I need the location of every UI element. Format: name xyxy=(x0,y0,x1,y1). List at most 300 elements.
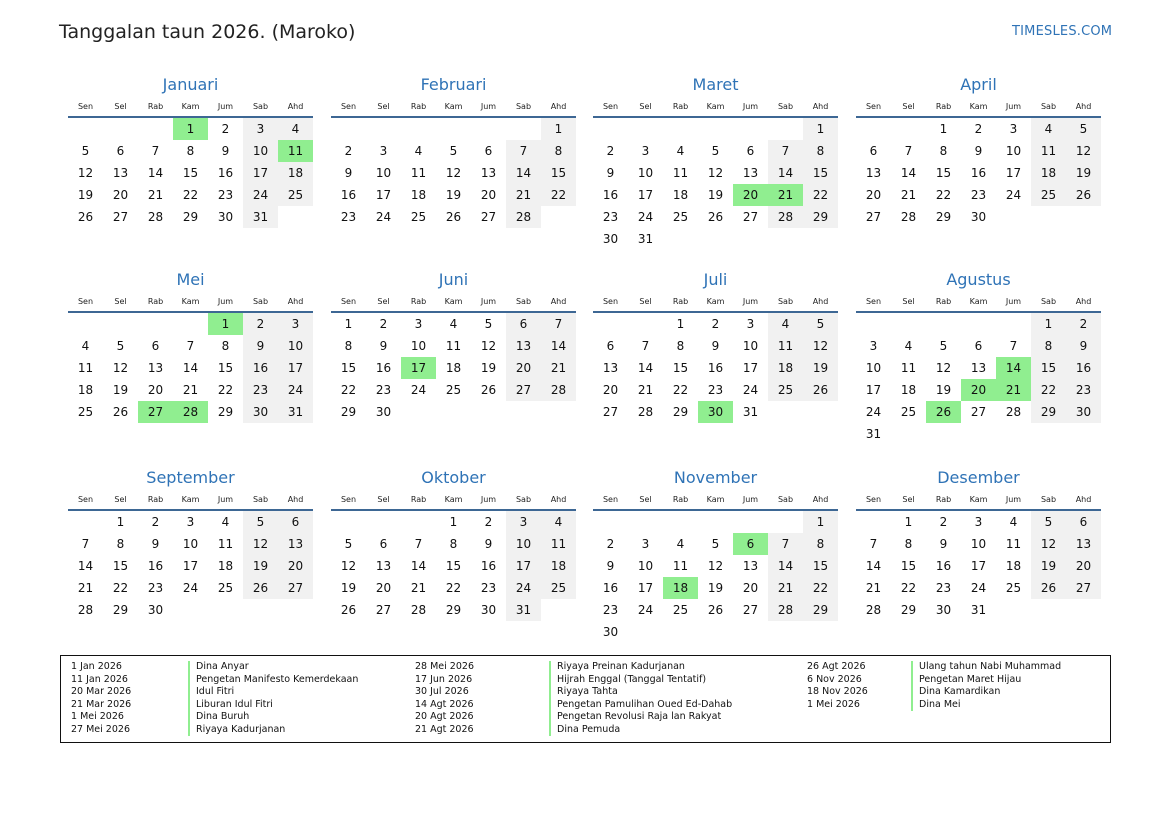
day-cell: 19 xyxy=(707,581,724,595)
day-cell: 6 xyxy=(606,339,615,353)
holiday-day: 28 xyxy=(173,401,208,423)
day-cell: 17 xyxy=(637,188,654,202)
day-cell: 30 xyxy=(602,625,619,639)
weekday-header xyxy=(856,98,1101,118)
empty-cell xyxy=(698,511,733,533)
day-cell: 29 xyxy=(112,603,129,617)
empty-cell xyxy=(366,118,401,140)
holiday-date: 27 Mei 2026 xyxy=(71,723,130,735)
day-grid xyxy=(68,511,313,621)
day-cell: 30 xyxy=(243,401,278,423)
day-cell: 5 xyxy=(939,339,948,353)
day-cell: 27 xyxy=(1066,577,1101,599)
day-cell: 15 xyxy=(803,555,838,577)
month-name: Juni xyxy=(438,270,469,289)
weekday-label: Kam xyxy=(444,102,463,111)
day-cell: 5 xyxy=(1031,511,1066,533)
day-grid xyxy=(331,313,576,423)
holiday-day: 11 xyxy=(278,140,313,162)
empty-cell xyxy=(663,511,698,533)
day-cell: 2 xyxy=(974,122,983,136)
day-cell: 9 xyxy=(939,537,948,551)
day-cell: 25 xyxy=(672,603,689,617)
month-name: Februari xyxy=(420,75,487,94)
weekday-header xyxy=(593,98,838,118)
day-cell: 2 xyxy=(243,313,278,335)
holiday-date: 21 Agt 2026 xyxy=(415,723,474,735)
day-cell: 17 xyxy=(182,559,199,573)
empty-cell xyxy=(593,511,628,533)
day-cell: 13 xyxy=(742,166,759,180)
empty-cell xyxy=(68,511,103,533)
weekday-label: Sab xyxy=(515,102,532,111)
weekday-label: Sel xyxy=(377,102,390,111)
day-cell: 16 xyxy=(602,581,619,595)
day-cell: 20 xyxy=(742,581,759,595)
day-cell: 3 xyxy=(641,144,650,158)
empty-cell xyxy=(331,118,366,140)
day-cell: 24 xyxy=(637,210,654,224)
weekday-label: Ahd xyxy=(287,297,304,306)
day-cell: 5 xyxy=(1066,118,1101,140)
day-cell: 4 xyxy=(449,317,458,331)
day-cell: 9 xyxy=(243,335,278,357)
day-cell: 11 xyxy=(410,166,427,180)
day-cell: 27 xyxy=(742,603,759,617)
day-cell: 2 xyxy=(711,317,720,331)
day-cell: 24 xyxy=(410,383,427,397)
weekday-label: Ahd xyxy=(550,297,567,306)
weekday-label: Sen xyxy=(340,297,357,306)
holiday-date: 30 Jul 2026 xyxy=(415,686,469,697)
day-cell: 6 xyxy=(506,313,541,335)
day-cell: 28 xyxy=(506,206,541,228)
weekday-label: Sen xyxy=(602,297,619,306)
day-cell: 18 xyxy=(217,559,234,573)
day-cell: 1 xyxy=(904,515,913,529)
day-cell: 25 xyxy=(278,184,313,206)
weekday-label: Jum xyxy=(217,102,234,111)
empty-cell xyxy=(103,313,138,335)
day-cell: 5 xyxy=(449,144,458,158)
day-cell: 24 xyxy=(1005,188,1022,202)
day-cell: 26 xyxy=(1066,184,1101,206)
month-name: Januari xyxy=(162,75,219,94)
day-cell: 29 xyxy=(672,405,689,419)
day-cell: 5 xyxy=(116,339,125,353)
holiday-name: Pengetan Maret Hijau xyxy=(911,674,1021,687)
day-cell: 14 xyxy=(768,162,803,184)
day-cell: 7 xyxy=(904,144,913,158)
weekday-label: Rab xyxy=(935,297,952,306)
weekday-label: Jum xyxy=(742,495,759,504)
weekday-header xyxy=(68,98,313,118)
day-cell: 22 xyxy=(217,383,234,397)
day-cell: 28 xyxy=(900,210,917,224)
day-cell: 27 xyxy=(506,379,541,401)
day-cell: 28 xyxy=(768,206,803,228)
day-cell: 21 xyxy=(410,581,427,595)
day-cell: 29 xyxy=(803,599,838,621)
day-cell: 30 xyxy=(935,603,952,617)
weekday-label: Ahd xyxy=(812,297,829,306)
day-cell: 28 xyxy=(410,603,427,617)
holiday-day: 1 xyxy=(208,313,243,335)
weekday-label: Sab xyxy=(1040,495,1057,504)
day-cell: 26 xyxy=(243,577,278,599)
day-cell: 6 xyxy=(379,537,388,551)
day-cell: 14 xyxy=(768,555,803,577)
month-name: Agustus xyxy=(946,270,1011,289)
day-cell: 12 xyxy=(77,166,94,180)
weekday-label: Ahd xyxy=(812,102,829,111)
day-cell: 2 xyxy=(939,515,948,529)
day-cell: 24 xyxy=(278,379,313,401)
weekday-label: Kam xyxy=(706,495,725,504)
empty-cell xyxy=(856,118,891,140)
day-cell: 18 xyxy=(77,383,94,397)
weekday-label: Rab xyxy=(935,102,952,111)
day-cell: 14 xyxy=(637,361,654,375)
day-cell: 13 xyxy=(480,166,497,180)
day-cell: 23 xyxy=(707,383,724,397)
day-cell: 20 xyxy=(506,357,541,379)
day-cell: 27 xyxy=(970,405,987,419)
day-cell: 20 xyxy=(865,188,882,202)
weekday-header xyxy=(331,98,576,118)
day-cell: 26 xyxy=(1031,577,1066,599)
day-cell: 31 xyxy=(865,427,882,441)
empty-cell xyxy=(628,511,663,533)
day-cell: 28 xyxy=(865,603,882,617)
day-cell: 20 xyxy=(112,188,129,202)
day-cell: 1 xyxy=(116,515,125,529)
day-cell: 24 xyxy=(637,603,654,617)
day-cell: 17 xyxy=(1005,166,1022,180)
day-cell: 19 xyxy=(480,361,497,375)
day-cell: 9 xyxy=(606,166,615,180)
day-cell: 4 xyxy=(541,511,576,533)
weekday-label: Ahd xyxy=(1075,102,1092,111)
holiday-date: 18 Nov 2026 xyxy=(807,686,868,697)
day-cell: 1 xyxy=(803,118,838,140)
weekday-label: Sel xyxy=(114,102,127,111)
day-cell: 25 xyxy=(1005,581,1022,595)
day-cell: 8 xyxy=(1031,335,1066,357)
day-cell: 26 xyxy=(707,210,724,224)
day-cell: 27 xyxy=(112,210,129,224)
day-cell: 21 xyxy=(900,188,917,202)
day-cell: 1 xyxy=(939,122,948,136)
day-cell: 4 xyxy=(768,313,803,335)
empty-cell xyxy=(768,511,803,533)
day-cell: 8 xyxy=(449,537,458,551)
day-cell: 10 xyxy=(506,533,541,555)
weekday-label: Kam xyxy=(444,297,463,306)
day-cell: 16 xyxy=(340,188,357,202)
day-grid xyxy=(68,313,313,423)
day-cell: 3 xyxy=(186,515,195,529)
month-september xyxy=(68,465,313,621)
month-juni xyxy=(331,267,576,423)
day-cell: 12 xyxy=(340,559,357,573)
month-mei xyxy=(68,267,313,423)
holiday-day: 30 xyxy=(698,401,733,423)
empty-cell xyxy=(926,313,961,335)
month-name: Desember xyxy=(937,468,1020,487)
day-cell: 9 xyxy=(151,537,160,551)
day-cell: 22 xyxy=(541,184,576,206)
day-cell: 15 xyxy=(217,361,234,375)
holiday-date: 26 Agt 2026 xyxy=(807,661,866,672)
day-cell: 14 xyxy=(865,559,882,573)
holiday-name: Riyaya Tahta xyxy=(549,686,618,699)
month-agustus xyxy=(856,267,1101,445)
day-cell: 18 xyxy=(541,555,576,577)
day-cell: 7 xyxy=(1009,339,1018,353)
day-cell: 31 xyxy=(278,401,313,423)
page-title: Tanggalan taun 2026. (Maroko) xyxy=(59,21,356,43)
weekday-label: Jum xyxy=(1005,297,1022,306)
day-cell: 3 xyxy=(746,317,755,331)
holiday-day: 14 xyxy=(996,357,1031,379)
day-cell: 3 xyxy=(379,144,388,158)
weekday-label: Rab xyxy=(147,102,164,111)
day-cell: 23 xyxy=(375,383,392,397)
day-cell: 19 xyxy=(803,357,838,379)
day-cell: 12 xyxy=(707,559,724,573)
day-cell: 5 xyxy=(711,144,720,158)
empty-cell xyxy=(891,313,926,335)
day-cell: 2 xyxy=(221,122,230,136)
day-cell: 20 xyxy=(1066,555,1101,577)
day-cell: 1 xyxy=(344,317,353,331)
day-cell: 18 xyxy=(410,188,427,202)
day-cell: 28 xyxy=(637,405,654,419)
day-cell: 15 xyxy=(935,166,952,180)
day-cell: 24 xyxy=(375,210,392,224)
day-cell: 25 xyxy=(217,581,234,595)
day-cell: 7 xyxy=(641,339,650,353)
day-cell: 7 xyxy=(414,537,423,551)
day-cell: 25 xyxy=(1031,184,1066,206)
day-cell: 9 xyxy=(484,537,493,551)
weekday-label: Ahd xyxy=(1075,297,1092,306)
weekday-label: Rab xyxy=(935,495,952,504)
day-cell: 29 xyxy=(935,210,952,224)
weekday-label: Kam xyxy=(181,495,200,504)
day-cell: 28 xyxy=(1005,405,1022,419)
day-cell: 29 xyxy=(803,206,838,228)
holiday-list xyxy=(60,655,1111,743)
day-cell: 25 xyxy=(410,210,427,224)
day-cell: 21 xyxy=(865,581,882,595)
weekday-label: Rab xyxy=(410,102,427,111)
day-cell: 20 xyxy=(480,188,497,202)
day-cell: 13 xyxy=(506,335,541,357)
weekday-label: Sen xyxy=(340,102,357,111)
weekday-label: Sab xyxy=(252,102,269,111)
day-cell: 26 xyxy=(707,603,724,617)
day-cell: 30 xyxy=(970,210,987,224)
day-cell: 28 xyxy=(768,599,803,621)
holiday-name: Riyaya Kadurjanan xyxy=(188,724,285,737)
month-januari xyxy=(68,72,313,228)
day-cell: 1 xyxy=(449,515,458,529)
day-cell: 31 xyxy=(742,405,759,419)
day-cell: 2 xyxy=(606,537,615,551)
day-cell: 27 xyxy=(602,405,619,419)
day-cell: 30 xyxy=(147,603,164,617)
day-cell: 16 xyxy=(935,559,952,573)
day-cell: 24 xyxy=(970,581,987,595)
day-cell: 22 xyxy=(935,188,952,202)
weekday-label: Ahd xyxy=(287,102,304,111)
day-cell: 30 xyxy=(217,210,234,224)
day-cell: 14 xyxy=(541,335,576,357)
day-cell: 29 xyxy=(340,405,357,419)
weekday-label: Rab xyxy=(410,297,427,306)
day-cell: 11 xyxy=(541,533,576,555)
day-cell: 28 xyxy=(147,210,164,224)
weekday-label: Sab xyxy=(515,297,532,306)
day-cell: 10 xyxy=(278,335,313,357)
day-cell: 21 xyxy=(768,577,803,599)
weekday-header xyxy=(856,293,1101,313)
day-cell: 1 xyxy=(541,118,576,140)
day-cell: 6 xyxy=(974,339,983,353)
day-cell: 18 xyxy=(445,361,462,375)
day-cell: 15 xyxy=(803,162,838,184)
holiday-day: 17 xyxy=(401,357,436,379)
day-cell: 11 xyxy=(672,559,689,573)
day-cell: 25 xyxy=(541,577,576,599)
day-cell: 17 xyxy=(278,357,313,379)
day-cell: 30 xyxy=(480,603,497,617)
day-grid xyxy=(856,511,1101,621)
day-cell: 12 xyxy=(112,361,129,375)
day-cell: 17 xyxy=(970,559,987,573)
weekday-label: Kam xyxy=(969,495,988,504)
day-cell: 2 xyxy=(484,515,493,529)
day-grid xyxy=(593,511,838,643)
day-cell: 23 xyxy=(1066,379,1101,401)
day-cell: 3 xyxy=(1009,122,1018,136)
day-cell: 29 xyxy=(182,210,199,224)
day-cell: 18 xyxy=(278,162,313,184)
weekday-label: Kam xyxy=(706,297,725,306)
day-cell: 4 xyxy=(278,118,313,140)
day-cell: 7 xyxy=(768,140,803,162)
day-cell: 3 xyxy=(869,339,878,353)
day-cell: 31 xyxy=(243,206,278,228)
day-cell: 3 xyxy=(414,317,423,331)
day-grid xyxy=(856,313,1101,445)
day-cell: 7 xyxy=(506,140,541,162)
weekday-label: Kam xyxy=(444,495,463,504)
holiday-day: 20 xyxy=(961,379,996,401)
day-cell: 18 xyxy=(672,188,689,202)
day-cell: 16 xyxy=(147,559,164,573)
day-grid xyxy=(593,313,838,423)
day-cell: 23 xyxy=(970,188,987,202)
holiday-date: 6 Nov 2026 xyxy=(807,673,862,685)
day-cell: 3 xyxy=(278,313,313,335)
day-cell: 8 xyxy=(221,339,230,353)
day-cell: 9 xyxy=(379,339,388,353)
day-cell: 15 xyxy=(1031,357,1066,379)
holiday-date: 28 Mei 2026 xyxy=(415,661,474,672)
day-cell: 26 xyxy=(480,383,497,397)
day-cell: 8 xyxy=(676,339,685,353)
day-cell: 16 xyxy=(707,361,724,375)
weekday-label: Jum xyxy=(1005,102,1022,111)
day-cell: 12 xyxy=(243,533,278,555)
weekday-label: Kam xyxy=(706,102,725,111)
month-name: Oktober xyxy=(421,468,486,487)
day-cell: 22 xyxy=(803,184,838,206)
weekday-label: Sel xyxy=(902,495,915,504)
day-cell: 19 xyxy=(935,383,952,397)
day-cell: 2 xyxy=(379,317,388,331)
site-link[interactable]: TIMESLES.COM xyxy=(1012,24,1113,39)
holiday-day: 18 xyxy=(663,577,698,599)
day-cell: 25 xyxy=(77,405,94,419)
holiday-date: 20 Agt 2026 xyxy=(415,711,474,722)
day-cell: 7 xyxy=(541,313,576,335)
day-cell: 17 xyxy=(243,162,278,184)
empty-cell xyxy=(593,118,628,140)
weekday-label: Sen xyxy=(77,495,94,504)
day-cell: 15 xyxy=(672,361,689,375)
month-februari xyxy=(331,72,576,228)
day-cell: 10 xyxy=(742,339,759,353)
empty-cell xyxy=(331,511,366,533)
day-cell: 13 xyxy=(112,166,129,180)
empty-cell xyxy=(366,511,401,533)
day-cell: 7 xyxy=(186,339,195,353)
day-cell: 6 xyxy=(746,144,755,158)
day-cell: 7 xyxy=(768,533,803,555)
month-desember xyxy=(856,465,1101,621)
holiday-name: Pengetan Manifesto Kemerdekaan xyxy=(188,674,358,687)
month-april xyxy=(856,72,1101,228)
day-cell: 9 xyxy=(974,144,983,158)
day-cell: 11 xyxy=(1031,140,1066,162)
day-cell: 10 xyxy=(637,559,654,573)
day-cell: 23 xyxy=(243,379,278,401)
month-oktober xyxy=(331,465,576,621)
weekday-label: Sen xyxy=(865,495,882,504)
holiday-date: 14 Agt 2026 xyxy=(415,698,474,710)
weekday-label: Jum xyxy=(480,102,497,111)
weekday-label: Rab xyxy=(672,495,689,504)
weekday-label: Sab xyxy=(1040,102,1057,111)
weekday-label: Rab xyxy=(410,495,427,504)
day-cell: 12 xyxy=(1031,533,1066,555)
day-cell: 22 xyxy=(900,581,917,595)
day-cell: 13 xyxy=(147,361,164,375)
day-cell: 21 xyxy=(147,188,164,202)
month-november xyxy=(593,465,838,643)
day-cell: 9 xyxy=(711,339,720,353)
day-cell: 10 xyxy=(182,537,199,551)
empty-cell xyxy=(698,118,733,140)
day-cell: 25 xyxy=(768,379,803,401)
holiday-day: 1 xyxy=(173,118,208,140)
weekday-label: Ahd xyxy=(550,495,567,504)
weekday-label: Ahd xyxy=(1075,495,1092,504)
